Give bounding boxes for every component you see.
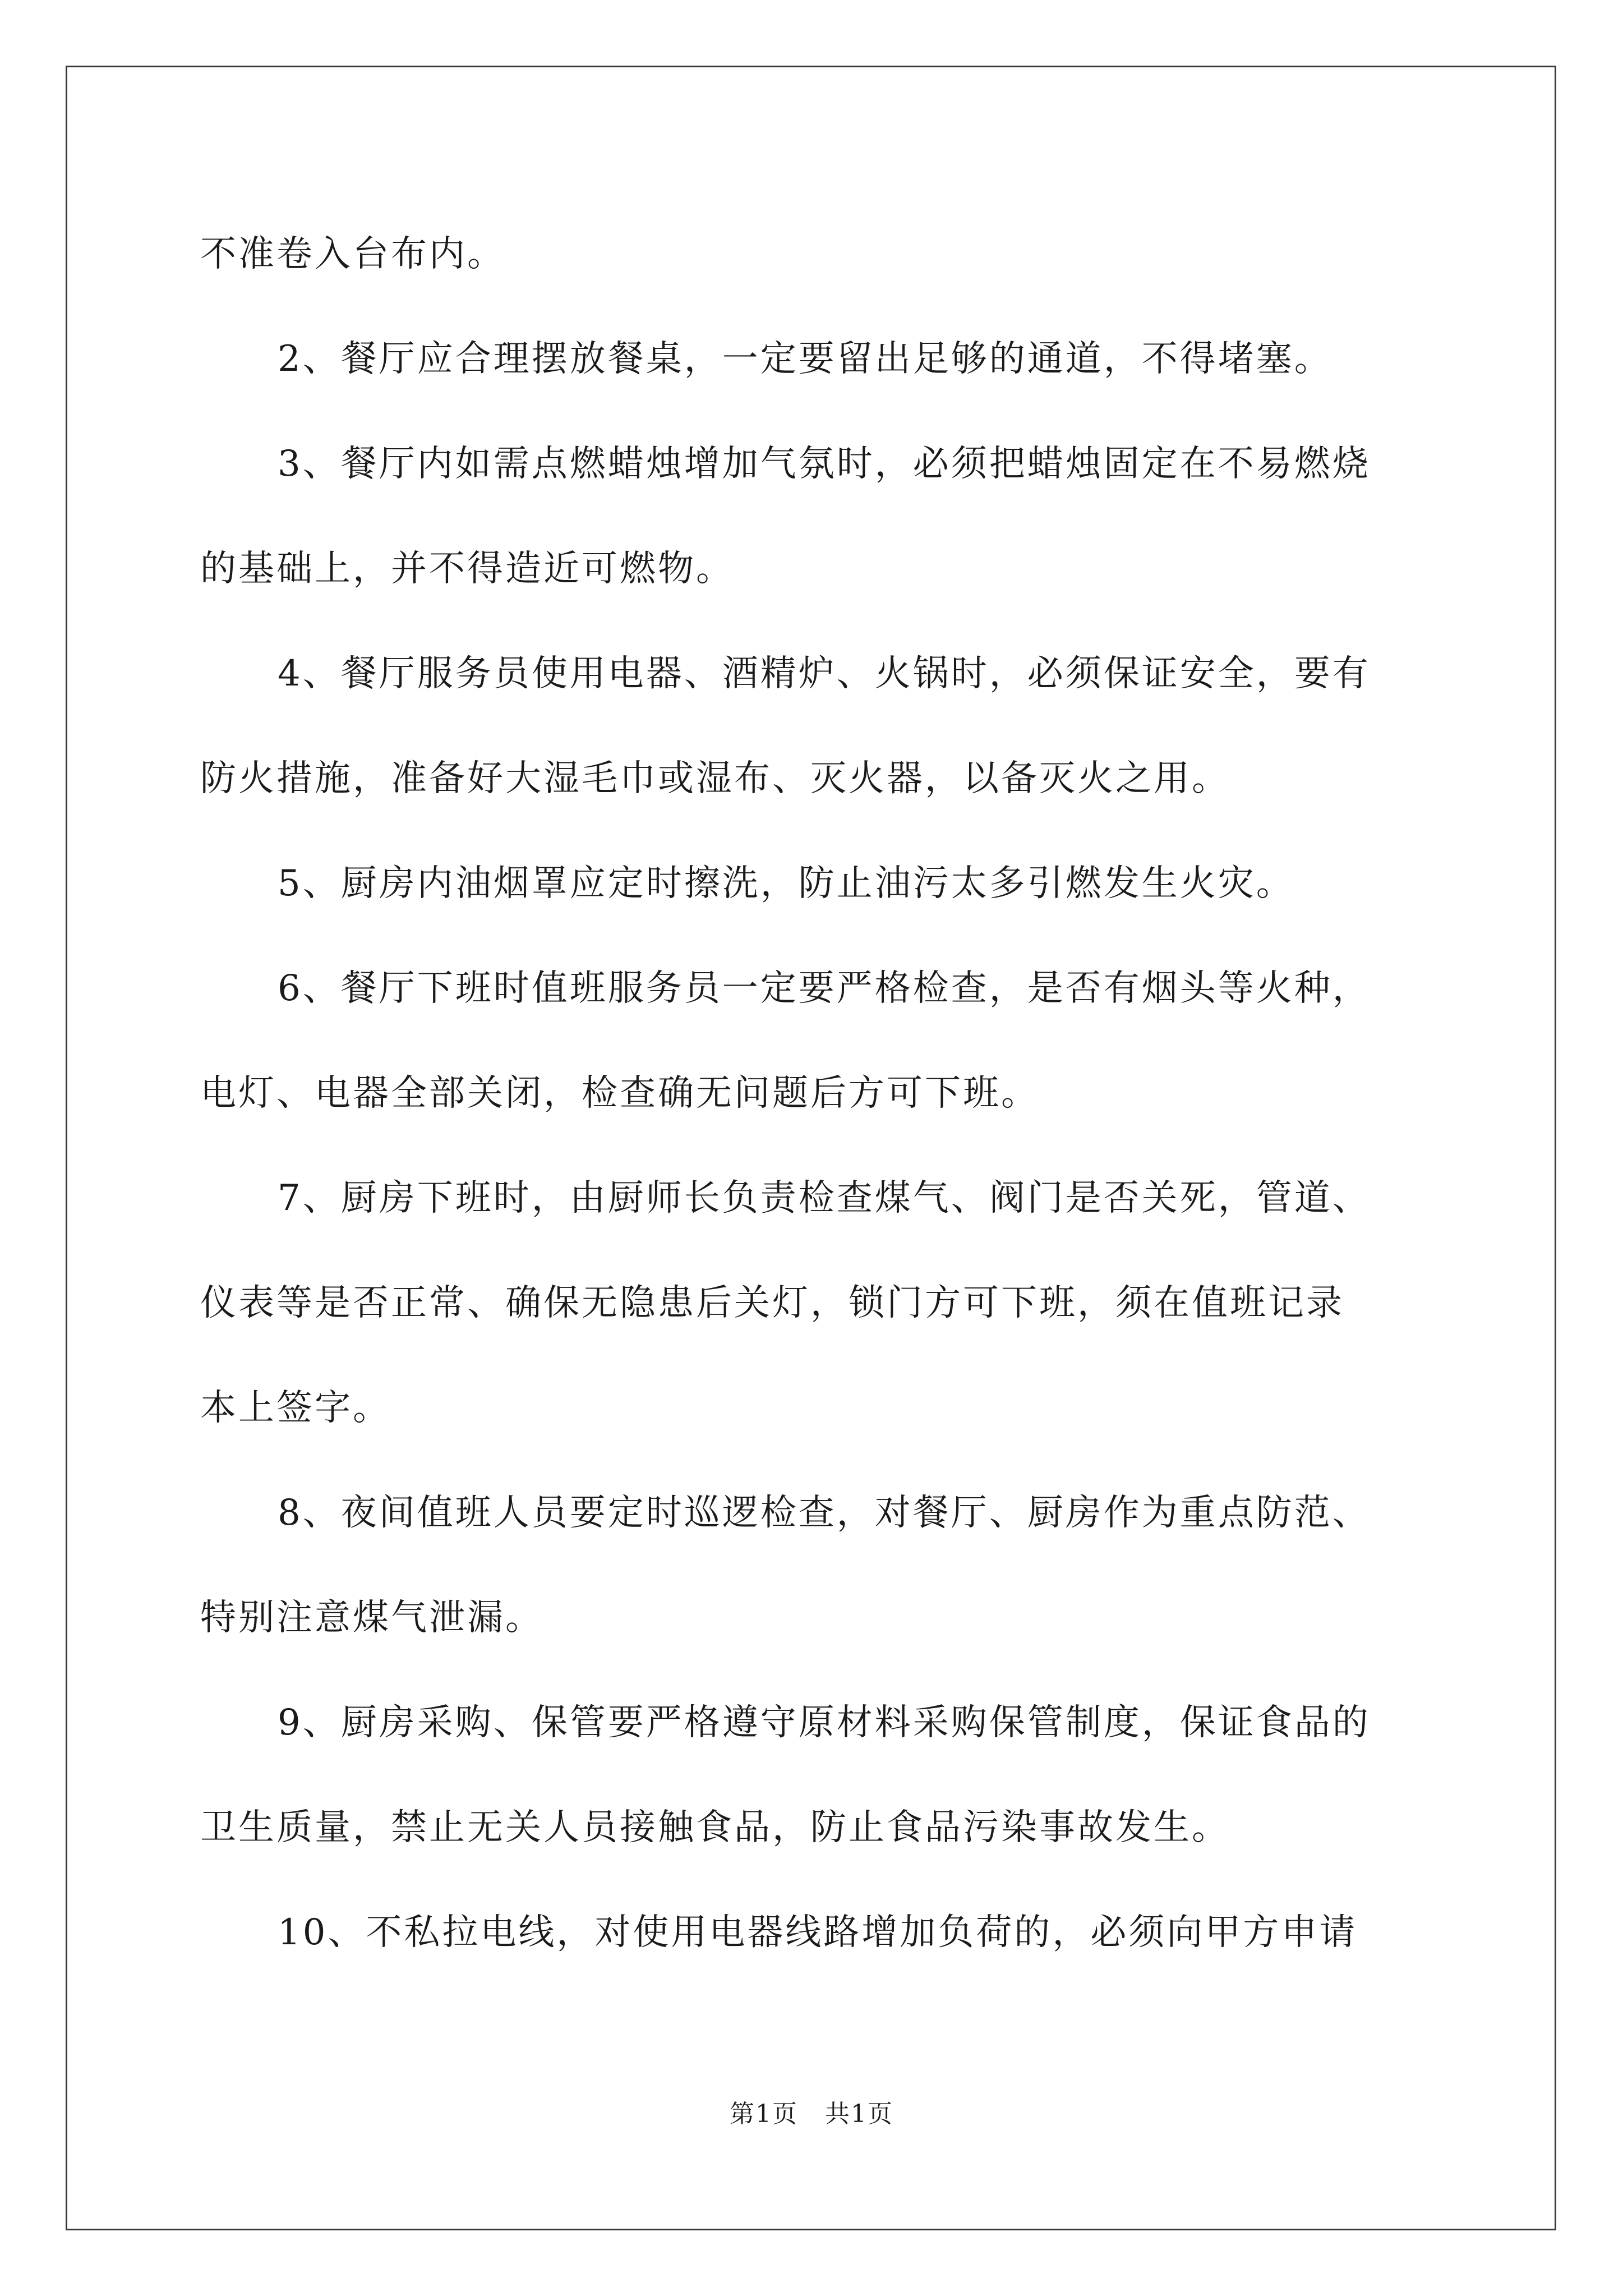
text-line: 2、餐厅应合理摆放餐桌，一定要留出足够的通道，不得堵塞。	[278, 338, 1332, 380]
text-line: 6、餐厅下班时值班服务员一定要严格检查，是否有烟头等火种，	[278, 968, 1371, 1009]
text-line: 7、厨房下班时，由厨师长负责检查煤气、阀门是否关死，管道、	[278, 1177, 1371, 1219]
text-line: 3、餐厅内如需点燃蜡烛增加气氛时，必须把蜡烛固定在不易燃烧	[278, 443, 1371, 485]
text-block	[200, 202, 1434, 1985]
text-line: 特别注意煤气泄漏。	[200, 1597, 543, 1639]
text-line: 本上签字。	[200, 1387, 391, 1429]
text-line: 电灯、电器全部关闭，检查确无问题后方可下班。	[200, 1073, 1039, 1114]
page-footer	[0, 2093, 1623, 2129]
text-line: 仪表等是否正常、确保无隐患后关灯，锁门方可下班，须在值班记录	[200, 1282, 1344, 1324]
text-line: 的基础上，并不得造近可燃物。	[200, 548, 734, 590]
text-line: 9、厨房采购、保管要严格遵守原材料采购保管制度，保证食品的	[278, 1702, 1371, 1743]
text-line: 8、夜间值班人员要定时巡逻检查，对餐厅、厨房作为重点防范、	[278, 1492, 1371, 1534]
text-line: 卫生质量，禁止无关人员接触食品，防止食品污染事故发生。	[200, 1807, 1230, 1848]
text-line: 10、不私拉电线，对使用电器线路增加负荷的，必须向甲方申请	[278, 1912, 1358, 1953]
text-line: 5、厨房内油烟罩应定时擦洗，防止油污太多引燃发生火灾。	[278, 863, 1294, 904]
page-total: 共1页	[825, 2100, 893, 2128]
text-line: 4、餐厅服务员使用电器、酒精炉、火锅时，必须保证安全，要有	[278, 653, 1371, 694]
document-body	[200, 202, 1434, 1985]
page-number: 第1页	[730, 2100, 798, 2128]
text-line: 不准卷入台布内。	[200, 233, 505, 275]
text-line: 防火措施，准备好大湿毛巾或湿布、灭火器，以备灭火之用。	[200, 758, 1230, 799]
